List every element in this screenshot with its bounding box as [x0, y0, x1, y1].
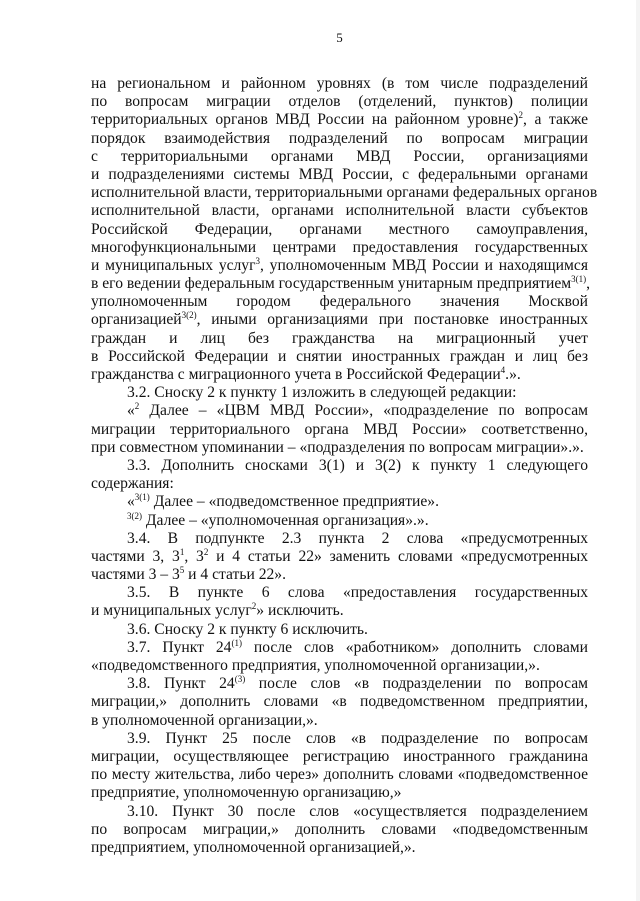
text-run: Далее – «ЦВМ МВД России», «подразделение по вопросам [139, 402, 588, 420]
page-edge-shadow [636, 0, 640, 901]
text-line [91, 384, 588, 402]
text-run: гражданства с миграционного учета в Российской Федерации [91, 366, 501, 383]
text-line [91, 493, 588, 511]
text-run: « [127, 402, 135, 420]
text-line [91, 130, 588, 148]
text-line [91, 75, 588, 93]
text-run: в его ведении федеральным государственным унитарным предприятием [91, 275, 572, 293]
text-run: после слов «в подразделении по вопросам [245, 675, 588, 693]
text-line [91, 166, 588, 184]
footnote-ref: 3 [255, 255, 261, 266]
text-run: » исключить. [256, 602, 344, 620]
text-line [91, 202, 588, 220]
text-line [91, 257, 588, 275]
text-line [91, 766, 588, 784]
text-line [91, 657, 588, 675]
text-line [91, 530, 588, 548]
text-run: и подразделениями системы МВД России, с федеральными органами [91, 165, 588, 183]
footnote-ref: 2 [251, 601, 257, 612]
text-run: 3.2. Сноску 2 к пункту 1 изложить в следующей редакции: [127, 384, 517, 402]
text-line [91, 184, 598, 202]
footnote-ref: 2 [518, 110, 523, 121]
text-line [91, 602, 588, 620]
text-run: .». [505, 366, 521, 383]
text-line [91, 366, 588, 384]
text-run: порядок взаимодействия подразделений по вопросам миграции [91, 129, 588, 147]
text-line [91, 584, 588, 602]
text-run: 3.4. В подпункте 2.3 пункта 2 слова «предусмотренных [127, 529, 588, 547]
text-run: и 4 статьи 22». [184, 566, 287, 584]
text-line [91, 111, 588, 129]
text-line [91, 274, 591, 293]
footnote-ref: 5 [179, 565, 185, 576]
text-run: 3.9. Пункт 25 после слов «в подразделение по вопросам [127, 729, 588, 747]
text-run: миграции территориального органа МВД России» соответственно, [91, 420, 588, 438]
text-line [91, 311, 588, 329]
text-run: на региональном и районном уровнях (в том числе подразделений [91, 75, 588, 92]
text-run: граждан и лиц без гражданства на миграционный учет [91, 329, 588, 347]
text-line [91, 566, 588, 584]
text-run: уполномоченным городом федерального значения Москвой [91, 293, 588, 311]
text-run: с территориальными органами МВД России, организациями [91, 147, 588, 165]
text-run: 3.7. Пункт 24 [127, 638, 232, 656]
text-line [91, 330, 588, 348]
footnote-ref: (3) [234, 674, 246, 685]
text-line [91, 784, 588, 802]
text-line [91, 693, 588, 711]
text-line [91, 712, 588, 730]
text-run: организацией [91, 311, 182, 329]
footnote-ref: 4 [500, 365, 506, 375]
text-line [91, 821, 588, 839]
text-run: Далее – «уполномоченная организация».». [142, 511, 429, 529]
text-line [91, 348, 588, 366]
text-run: исполнительной власти, органами исполнительной власти субъектов [91, 202, 588, 220]
footnote-ref: 1 [179, 546, 185, 557]
text-line [91, 621, 588, 639]
text-run: частями 3 – 3 [91, 566, 180, 584]
text-run: при совместном упоминании – «подразделения по вопросам миграции».». [91, 438, 584, 456]
text-line [91, 93, 588, 111]
text-run: исполнительной власти, территориальными органами федеральных органов [91, 184, 598, 202]
text-run: Российской Федерации, органами местного самоуправления, [91, 220, 588, 238]
text-line [91, 803, 588, 821]
text-run: после слов «работником» дополнить словами [241, 638, 589, 656]
text-run: миграции,» дополнить словами «в подведомственном предприятии, [91, 693, 588, 711]
text-line [91, 730, 588, 748]
text-line [91, 512, 588, 530]
text-line [91, 475, 588, 493]
text-run: , 3 [184, 547, 204, 565]
text-run: предприятие, уполномоченную организацию,» [91, 784, 402, 802]
footnote-ref: 3(2) [127, 510, 142, 521]
text-line [91, 548, 588, 566]
text-line [91, 839, 588, 857]
text-run: по вопросам миграции,» дополнить словами «подведомственным [91, 820, 588, 838]
text-run: содержания: [91, 475, 174, 493]
text-run: Далее – «подведомственное предприятие». [149, 493, 439, 511]
text-run: 3.5. В пункте 6 слова «предоставления государственных [127, 584, 588, 602]
text-run: в Российской Федерации и снятии иностранных граждан и лиц без [91, 347, 588, 365]
text-line [91, 421, 588, 439]
text-run: , иными организациями при постановке иностранных [196, 311, 588, 329]
text-line [91, 675, 588, 693]
text-run: в уполномоченной организации,». [91, 711, 318, 729]
text-run: , а также [523, 111, 589, 129]
text-run: «подведомственного предприятия, уполномоченной организации,». [91, 657, 540, 674]
text-line [91, 639, 588, 657]
text-run: 3.10. Пункт 30 после слов «осуществляется подразделением [127, 802, 588, 820]
text-run: « [127, 493, 135, 511]
text-run: 3.3. Дополнить сносками 3(1) и 3(2) к пункту 1 следующего [127, 456, 588, 474]
text-run: частями 3, 3 [91, 547, 180, 565]
footnote-ref: (1) [231, 637, 242, 648]
footnote-ref: 3(2) [181, 310, 197, 321]
text-run: 3.6. Сноску 2 к пункту 6 исключить. [127, 620, 368, 638]
text-run: и 4 статьи 22» заменить словами «предусмотренных [208, 547, 589, 565]
footnote-ref: 2 [203, 546, 209, 557]
text-run: и муниципальных услуг [91, 602, 252, 620]
text-run: по месту жительства, либо через» дополнить словами «подведомственное [91, 766, 588, 784]
footnote-ref: 3(1) [134, 492, 150, 503]
text-line [91, 239, 588, 257]
text-run: многофункциональными центрами предоставления государственных [91, 238, 588, 256]
page-number: 5 [336, 30, 343, 45]
text-run: территориальных органов МВД России на районном уровне) [91, 111, 519, 129]
text-line [91, 457, 588, 475]
text-line [91, 439, 588, 457]
text-run: по вопросам миграции отделов (отделений, пунктов) полиции [91, 93, 588, 111]
document-body [91, 75, 598, 857]
footnote-ref: 2 [134, 401, 140, 412]
text-line [91, 748, 588, 766]
text-run: , [586, 275, 591, 293]
footnote-ref: 3(1) [571, 274, 587, 285]
text-line [91, 221, 588, 239]
text-line [91, 402, 588, 420]
text-line [91, 148, 588, 166]
text-line [91, 293, 588, 311]
text-run: предприятием, уполномоченной организацией,». [91, 838, 416, 856]
text-run: миграции, осуществляющее регистрацию иностранного гражданина [91, 747, 588, 765]
text-run: и муниципальных услуг [91, 256, 256, 274]
text-run: 3.8. Пункт 24 [127, 675, 235, 693]
text-run: , уполномоченным МВД России и находящимся [260, 256, 588, 274]
